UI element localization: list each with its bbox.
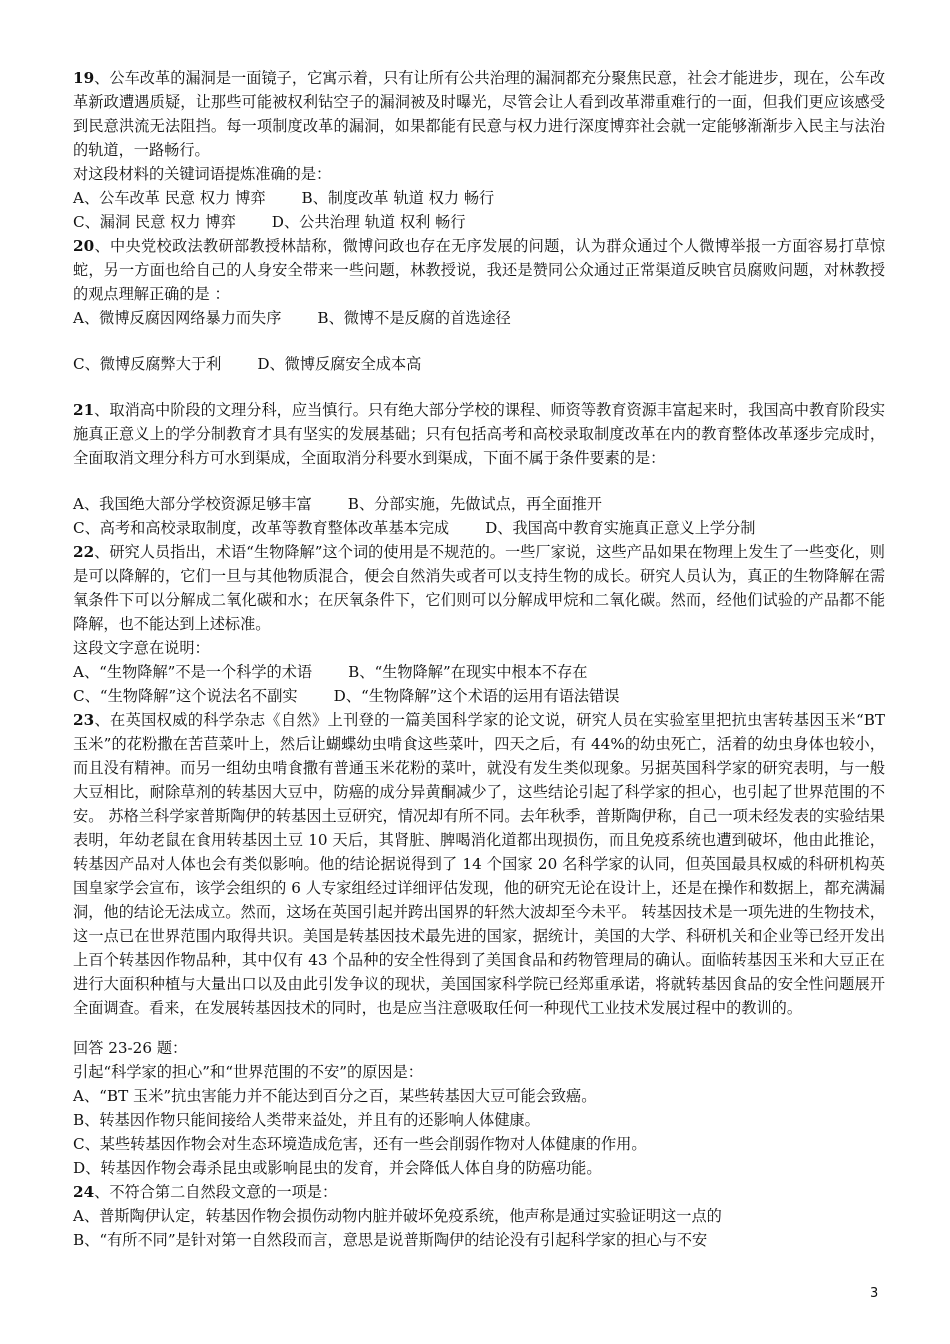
question-number: 24 bbox=[73, 1183, 95, 1201]
option-b: B、转基因作物只能间接给人类带来益处，并且有的还影响人体健康。 bbox=[73, 1111, 540, 1129]
option-d: D、微博反腐安全成本高 bbox=[257, 355, 422, 373]
question-22 bbox=[73, 540, 885, 636]
option-c: C、微博反腐弊大于利 bbox=[73, 355, 222, 373]
option-d: D、公共治理 轨道 权利 畅行 bbox=[271, 213, 466, 231]
page-number: 3 bbox=[870, 1286, 879, 1301]
option-a: A、公车改革 民意 权力 博弈 bbox=[73, 189, 266, 207]
option-a: A、我国绝大部分学校资源足够丰富 bbox=[73, 495, 312, 513]
question-number: 20 bbox=[73, 237, 95, 255]
option-row bbox=[73, 186, 885, 210]
option-d: D、转基因作物会毒杀昆虫或影响昆虫的发育，并会降低人体自身的防癌功能。 bbox=[73, 1159, 602, 1177]
question-text: 、取消高中阶段的文理分科，应当慎行。只有绝大部分学校的课程、师资等教育资源丰富起来时，我国高中教育阶段实施真正意义上的学分制教育才具有坚实的发展基础；只有包括高考和高校录取制度改革在内的教育整体改革逐步完成时，全面取消文理分科方可水到渠成，全面取消分科要水到渠成，下面不属于条件要素的是： bbox=[73, 401, 885, 467]
option-b: B、“生物降解”在现实中根本不存在 bbox=[348, 663, 588, 681]
question-prompt: 引起“科学家的担心”和“世界范围的不安”的原因是： bbox=[73, 1063, 423, 1081]
option-c: C、某些转基因作物会对生态环境造成危害，还有一些会削弱作物对人体健康的作用。 bbox=[73, 1135, 647, 1153]
option-row bbox=[73, 210, 885, 234]
option-row bbox=[73, 684, 885, 708]
option-a: A、普斯陶伊认定，转基因作物会损伤动物内脏并破坏免疫系统，他声称是通过实验证明这一点的 bbox=[73, 1207, 722, 1225]
option-row bbox=[73, 352, 885, 376]
question-prompt: 这段文字意在说明： bbox=[73, 639, 210, 657]
question-text: 、研究人员指出，术语“生物降解”这个词的使用是不规范的。一些厂家说，这些产品如果在物理上发生了一些变化，则是可以降解的，它们一旦与其他物质混合，便会自然消失或者可以支持生物的成长。研究人员认为，真正的生物降解在需氧条件下可以分解成二氧化碳和水；在厌氧条件下，它们则可以分解成甲烷和二氧化碳。然而，经他们试验的产品都不能降解，也不能达到上述标准。 bbox=[73, 543, 885, 633]
question-number: 21 bbox=[73, 401, 95, 419]
option-row bbox=[73, 516, 885, 540]
question-text: 、公车改革的漏洞是一面镜子，它寓示着，只有让所有公共治理的漏洞都充分聚焦民意，社会才能进步，现在，公车改革新政遭遇质疑，让那些可能被权利钻空子的漏洞被及时曝光，尽管会让人看到改革滞重难行的一面，但我们更应该感受到民意洪流无法阻挡。每一项制度改革的漏洞，如果都能有民意与权力进行深度博弈社会就一定能够渐渐步入民主与法治的轨道，一路畅行。 bbox=[73, 69, 885, 159]
option-c: C、“生物降解”这个说法名不副实 bbox=[73, 687, 298, 705]
option-c: C、漏洞 民意 权力 博弈 bbox=[73, 213, 236, 231]
question-prompt: 对这段材料的关键词语提炼准确的是： bbox=[73, 165, 332, 183]
question-text: 、中央党校政法教研部教授林喆称，微博问政也存在无序发展的问题，认为群众通过个人微博举报一方面容易打草惊蛇，另一方面也给自己的人身安全带来一些问题，林教授说，我还是赞同公众通过正常渠道反映官员腐败问题，对林教授的观点理解正确的是 ： bbox=[73, 237, 885, 303]
option-row bbox=[73, 306, 885, 330]
option-d: D、我国高中教育实施真正意义上学分制 bbox=[485, 519, 756, 537]
option-c: C、高考和高校录取制度，改革等教育整体改革基本完成 bbox=[73, 519, 450, 537]
question-24 bbox=[73, 1180, 885, 1204]
question-20 bbox=[73, 234, 885, 306]
option-row bbox=[73, 660, 885, 684]
passage-text: 、在英国权威的科学杂志《自然》上刊登的一篇美国科学家的论文说，研究人员在实验室里把抗虫害转基因玉米“BT 玉米”的花粉撒在苦苣菜叶上，然后让蝴蝶幼虫啃食这些菜叶，四天之后，有 44%的幼虫死亡，活着的幼虫身体也较小，而且没有精神。而另一组幼虫啃食撒有普通玉米花粉的菜叶，就没有发生类似现象。另据英国科学家的研究表明，与一般大豆相比，耐除草剂的转基因大豆中，防癌的成分异黄酮减少了，这些结论引起了科学家的担心，也引起了世界范围的不安。 苏格兰科学家普斯陶伊的转基因土豆研究，情况却有所不同。去年秋季，普斯陶伊称，自己一项未经发表的实验结果表明，年幼老鼠在食用转基因土豆 10 天后，其肾脏、脾喝消化道都出现损伤，而且免疫系统也遭到破坏，他由此推论，转基因产品对人体也会有类似影响。他的结论据说得到了 14 个国家 20 名科学家的认同，但英国最具权威的科研机构英国皇家学会宣布，该学会组织的 6 人专家组经过详细评估发现，他的研究无论在设计上，还是在操作和数据上，都充满漏洞，他的结论无法成立。然而，这场在英国引起并跨出国界的轩然大波却至今未平。 转基因技术是一项先进的生物技术，这一点已在世界范围内取得共识。美国是转基因技术最先进的国家，据统计，美国的大学、科研机关和企业等已经开发出上百个转基因作物品种，其中仅有 43 个品种的安全性得到了美国食品和药物管理局的确认。面临转基因玉米和大豆正在进行大面积种植与大量出口以及由此引发争议的现状，美国国家科学院已经郑重承诺，将就转基因食品的安全性问题展开全面调查。看来，在发展转基因技术的同时，也是应当注意吸取任何一种现代工业技术发展过程中的教训的。 bbox=[73, 711, 885, 1017]
question-number: 23 bbox=[73, 711, 95, 729]
question-23-passage bbox=[73, 708, 885, 1020]
option-b: B、分部实施，先做试点，再全面推开 bbox=[347, 495, 602, 513]
option-a: A、微博反腐因网络暴力而失序 bbox=[73, 309, 282, 327]
option-d: D、“生物降解”这个术语的运用有语法错误 bbox=[333, 687, 620, 705]
option-b: B、“有所不同”是针对第一自然段而言，意思是说普斯陶伊的结论没有引起科学家的担心与不安 bbox=[73, 1231, 708, 1249]
option-b: B、微博不是反腐的首选途径 bbox=[317, 309, 511, 327]
question-19 bbox=[73, 66, 885, 162]
question-21 bbox=[73, 398, 885, 470]
question-text: 、不符合第二自然段文意的一项是： bbox=[94, 1183, 338, 1201]
option-a: A、“生物降解”不是一个科学的术语 bbox=[73, 663, 313, 681]
option-b: B、制度改革 轨道 权力 畅行 bbox=[301, 189, 495, 207]
option-row bbox=[73, 492, 885, 516]
question-number: 22 bbox=[73, 543, 95, 561]
question-number: 19 bbox=[73, 69, 95, 87]
document-body bbox=[73, 66, 885, 1252]
option-a: A、“BT 玉米”抗虫害能力并不能达到百分之百，某些转基因大豆可能会致癌。 bbox=[73, 1087, 597, 1105]
answer-intro: 回答 23-26 题： bbox=[73, 1039, 188, 1057]
